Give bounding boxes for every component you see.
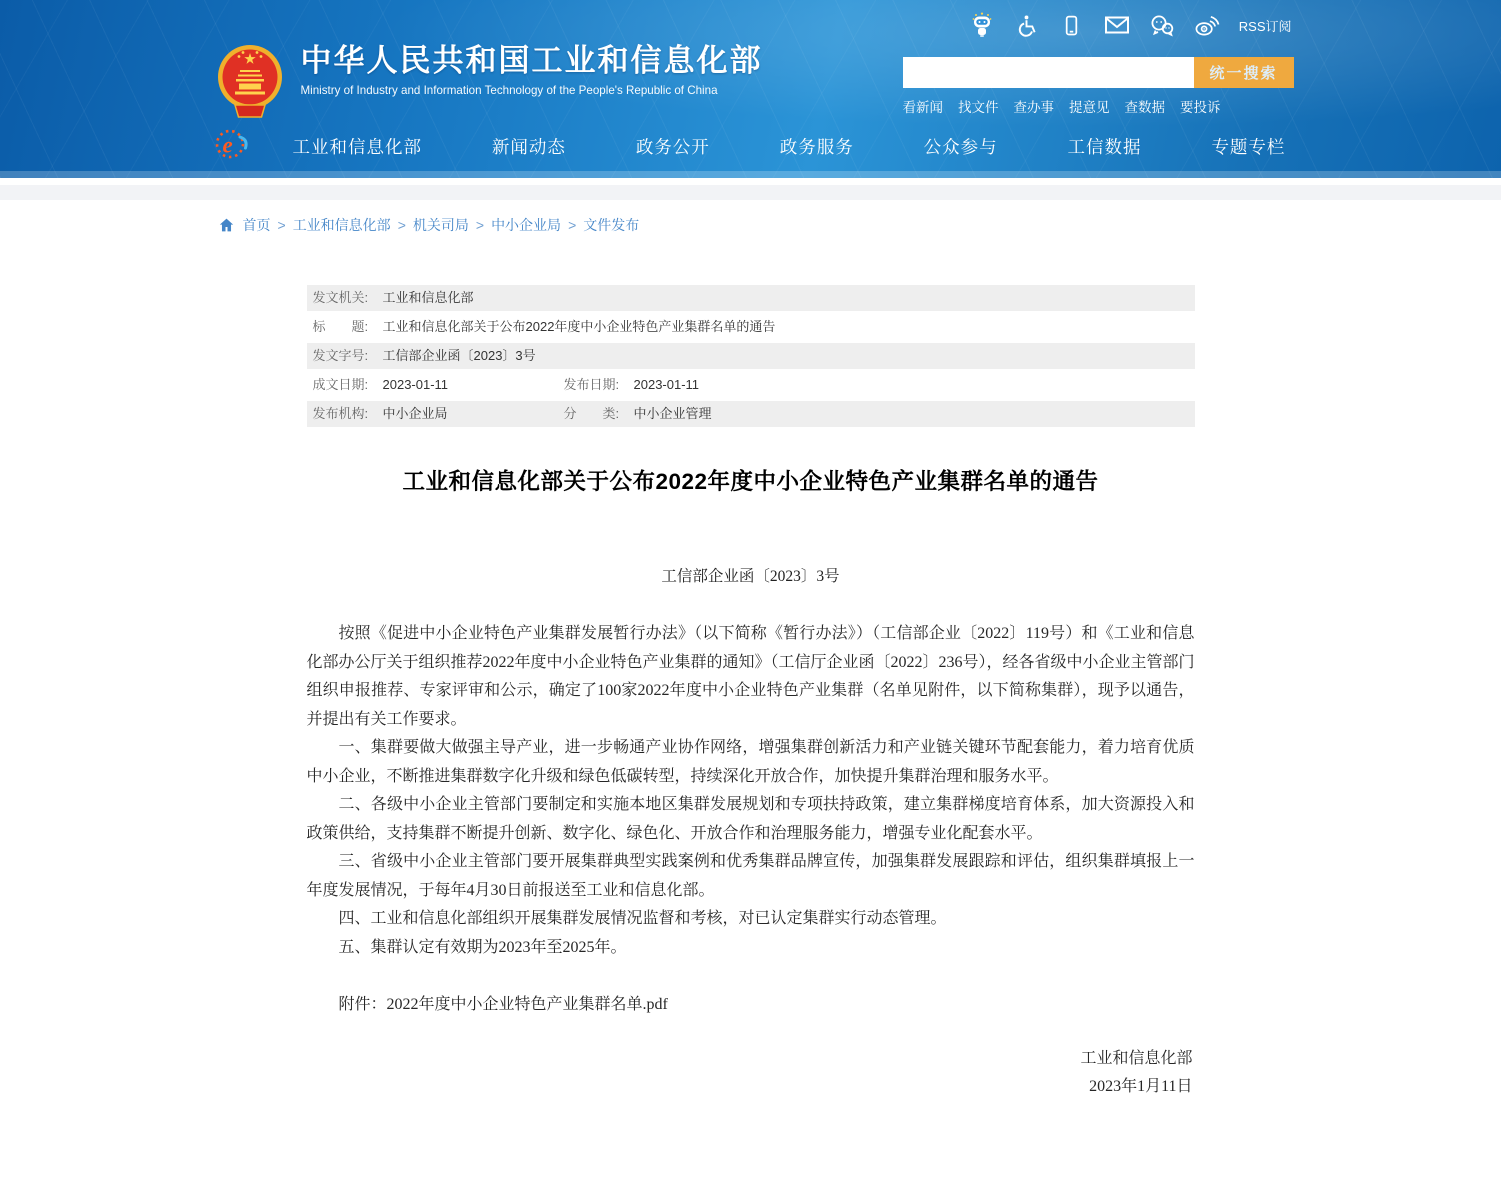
meta-value: 中小企业局 [382,406,448,421]
utility-row [969,12,1292,38]
nav-item[interactable]: 公众参与 [923,136,998,157]
breadcrumb-item[interactable]: 机关司局 [412,217,469,233]
doc-paragraph: 按照《促进中小企业特色产业集群发展暂行办法》（以下简称《暂行办法》）（工信部企业〔2022〕119号）和《工业和信息化部办公厅关于组织推荐2022年度中小企业特色产业集群的通知》（工信厅企业函〔2022〕236号），经各省级中小企业主管部门组织申报推荐、专家评审和公示，确定了100家2022年度中小企业特色产业集群（名单见附件，以下简称集群），现予以通告，并提出有关工作要求。 [306,625,1195,728]
metadata-table [307,285,1195,427]
meta-label: 成文日期: [312,377,369,392]
meta-value: 2023-01-11 [382,377,449,392]
wechat-icon[interactable] [1149,12,1175,38]
meta-value: 工业和信息化部关于公布2022年度中小企业特色产业集群名单的通告 [382,319,776,334]
quick-link[interactable]: 要投诉 [1180,100,1221,115]
site-logo[interactable] [212,42,763,125]
breadcrumb-separator: > [475,217,485,233]
miit-e-logo-icon[interactable] [213,125,253,168]
header-sub-band [0,185,1501,200]
breadcrumb-item[interactable]: 首页 [242,217,271,233]
accessibility-icon[interactable] [1014,12,1040,38]
doc-paragraph: 一、集群要做大做强主导产业，进一步畅通产业协作网络，增强集群创新活力和产业链关键环节配套能力，着力培育优质中小企业，不断推进集群数字化升级和绿色低碳转型，持续深化开放合作，加快提升集群治理和服务水平。 [306,739,1195,785]
meta-row [307,285,1195,311]
search-input[interactable] [903,57,1194,88]
meta-label: 发布机构: [312,406,369,421]
breadcrumb-separator: > [568,217,577,233]
doc-paragraph: 三、省级中小企业主管部门要开展集群典型实践案例和优秀集群品牌宣传，加强集群发展跟踪和评估，组织集群填报上一年度发展情况，于每年4月30日前报送至工业和信息化部。 [306,853,1195,899]
breadcrumb-item[interactable]: 工业和信息化部 [292,217,391,233]
breadcrumb [218,215,1294,235]
nav-item[interactable]: 工信数据 [1067,136,1142,157]
breadcrumb-item: 文件发布 [583,217,640,233]
quick-link[interactable]: 查办事 [1013,100,1054,115]
quick-link[interactable]: 找文件 [958,100,999,115]
home-icon[interactable] [218,217,235,233]
meta-label: 发文机关: [312,290,369,305]
meta-label: 发文字号: [312,348,369,363]
meta-label: 标 题: [312,319,369,334]
document-number: 工信部企业函〔2023〕3号 [661,568,840,585]
site-title-cn: 中华人民共和国工业和信息化部 [300,43,763,78]
site-header [0,0,1501,178]
quick-link[interactable]: 提意见 [1069,100,1110,115]
signature-block [307,1045,1195,1102]
meta-value: 工信部企业函〔2023〕3号 [382,348,536,363]
doc-paragraph: 五、集群认定有效期为2023年至2025年。 [338,938,627,956]
mobile-icon[interactable] [1059,12,1085,38]
nav-item[interactable]: 专题专栏 [1211,136,1286,157]
quick-link[interactable]: 查数据 [1124,100,1165,115]
meta-label: 分 类: [563,406,620,421]
document [307,285,1195,1102]
doc-paragraph: 四、工业和信息化部组织开展集群发展情况监督和考核，对已认定集群实行动态管理。 [338,910,947,927]
brand-text [301,42,763,97]
meta-row [307,372,1195,398]
meta-value: 工业和信息化部 [382,290,474,305]
document-title: 工业和信息化部关于公布2022年度中小企业特色产业集群名单的通告 [402,469,1099,494]
nav-item[interactable]: 政务公开 [635,136,710,157]
breadcrumb-separator: > [397,217,406,233]
doc-paragraph: 二、各级中小企业主管部门要制定和实施本地区集群发展规划和专项扶持政策，建立集群梯度培育体系，加大资源投入和政策供给，支持集群不断提升创新、数字化、绿色化、开放合作和治理服务能力，增强专业化配套水平。 [306,796,1195,842]
meta-label: 发布日期: [563,377,620,392]
rss-link[interactable]: RSS订阅 [1238,18,1292,34]
nav-items [293,134,1286,159]
search-button[interactable]: 统一搜索 [1194,57,1294,88]
nav-item[interactable]: 工业和信息化部 [292,136,422,157]
meta-value: 2023-01-11 [633,377,700,392]
site-title-en: Ministry of Industry and Information Technology of the People's Republic of China [300,84,718,98]
meta-row [307,314,1195,340]
national-emblem-icon [212,42,288,125]
meta-row [307,343,1195,369]
attachment-line [307,991,1195,1020]
attachment-label: 附件： [338,996,387,1013]
search-area [903,57,1294,116]
document-body [307,620,1195,962]
meta-value: 中小企业管理 [633,406,712,421]
weibo-icon[interactable] [1194,12,1220,38]
breadcrumb-item[interactable]: 中小企业局 [491,217,562,233]
svg-text:e: e [222,132,233,157]
email-icon[interactable] [1104,12,1130,38]
attachment-file-link[interactable]: 2022年度中小企业特色产业集群名单.pdf [386,996,668,1013]
quick-link[interactable]: 看新闻 [902,100,943,115]
quick-links [903,96,1294,116]
main-nav [208,123,1294,169]
signature-issuer: 工业和信息化部 [1080,1049,1193,1067]
nav-item[interactable]: 新闻动态 [491,136,566,157]
breadcrumb-separator: > [277,217,286,233]
nav-item[interactable]: 政务服务 [779,136,854,157]
mascot-icon[interactable] [969,12,995,38]
signature-date: 2023年1月11日 [1089,1078,1193,1095]
meta-row [307,401,1195,427]
